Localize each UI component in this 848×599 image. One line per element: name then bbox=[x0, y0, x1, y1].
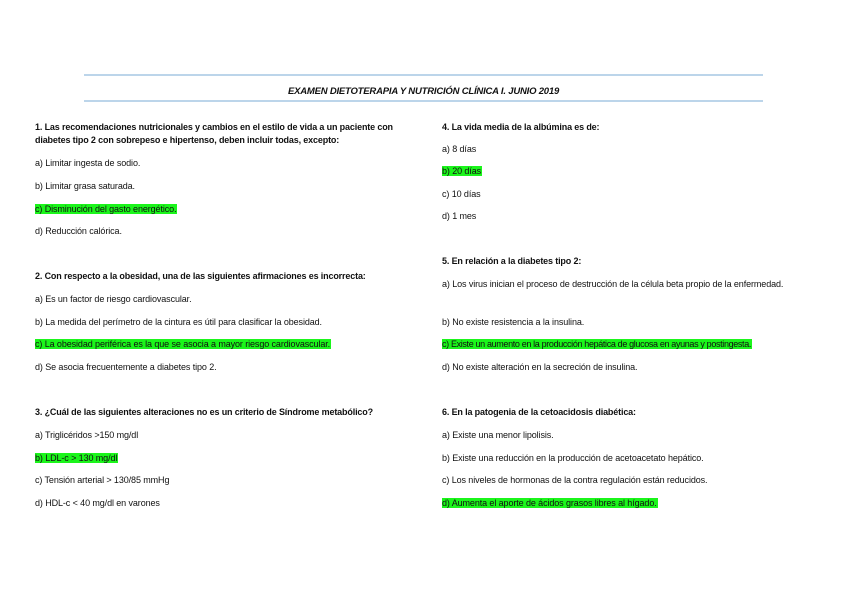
question-5 bbox=[442, 255, 812, 268]
option-5d: d) No existe alteración en la secreción de insulina. bbox=[442, 362, 638, 372]
question-6 bbox=[442, 406, 812, 419]
option-4c: c) 10 días bbox=[442, 189, 481, 199]
option-3a: a) Triglicéridos >150 mg/dl bbox=[35, 430, 139, 440]
question-text: 2. Con respecto a la obesidad, una de las siguientes afirmaciones es incorrecta: bbox=[35, 271, 366, 281]
option-6b: b) Existe una reducción en la producción de acetoacetato hepático. bbox=[442, 453, 704, 463]
question-text: 5. En relación a la diabetes tipo 2: bbox=[442, 256, 582, 266]
option-5c-correct: c) Existe un aumento en la producción hepática de glucosa en ayunas y postingesta. bbox=[442, 339, 752, 349]
left-column bbox=[35, 0, 407, 599]
question-1 bbox=[35, 121, 407, 147]
option-5b: b) No existe resistencia a la insulina. bbox=[442, 317, 585, 327]
option-6d-correct: d) Aumenta el aporte de ácidos grasos libres al hígado. bbox=[442, 498, 657, 508]
option-5a: a) Los virus inician el proceso de destrucción de la célula beta propio de la enfermedad. bbox=[442, 279, 784, 289]
option-6c: c) Los niveles de hormonas de la contra regulación están reducidos. bbox=[442, 475, 708, 485]
question-text: 3. ¿Cuál de las siguientes alteraciones no es un criterio de Síndrome metabólico? bbox=[35, 407, 373, 417]
option-1a: a) Limitar ingesta de sodio. bbox=[35, 158, 141, 168]
question-2 bbox=[35, 270, 407, 283]
option-6a: a) Existe una menor lipolisis. bbox=[442, 430, 554, 440]
option-1b: b) Limitar grasa saturada. bbox=[35, 181, 135, 191]
option-1c-correct: c) Disminución del gasto energético. bbox=[35, 204, 177, 214]
exam-title: EXAMEN DIETOTERAPIA Y NUTRICIÓN CLÍNICA I. JUNIO 2019 bbox=[287, 86, 560, 97]
question-text: 4. La vida media de la albúmina es de: bbox=[442, 122, 600, 132]
option-2c-correct: c) La obesidad periférica es la que se asocia a mayor riesgo cardiovascular. bbox=[35, 339, 331, 349]
option-2b: b) La medida del perímetro de la cintura es útil para clasificar la obesidad. bbox=[35, 317, 322, 327]
option-3b-correct: b) LDL-c > 130 mg/dl bbox=[35, 453, 118, 463]
option-3d: d) HDL-c < 40 mg/dl en varones bbox=[35, 498, 160, 508]
option-4b-correct: b) 20 días bbox=[442, 166, 482, 176]
question-4 bbox=[442, 121, 812, 134]
option-2a: a) Es un factor de riesgo cardiovascular. bbox=[35, 294, 192, 304]
option-4a: a) 8 días bbox=[442, 144, 477, 154]
question-3 bbox=[35, 406, 407, 419]
option-4d: d) 1 mes bbox=[442, 211, 477, 221]
option-3c: c) Tensión arterial > 130/85 mmHg bbox=[35, 475, 170, 485]
right-column bbox=[442, 0, 812, 599]
option-2d: d) Se asocia frecuentemente a diabetes tipo 2. bbox=[35, 362, 217, 372]
option-1d: d) Reducción calórica. bbox=[35, 226, 122, 236]
question-text: 1. Las recomendaciones nutricionales y cambios en el estilo de vida a un paciente con diabetes tipo 2 con sobrepeso e hipertenso, deben incluir todas, excepto: bbox=[35, 122, 393, 145]
question-text: 6. En la patogenia de la cetoacidosis diabética: bbox=[442, 407, 636, 417]
